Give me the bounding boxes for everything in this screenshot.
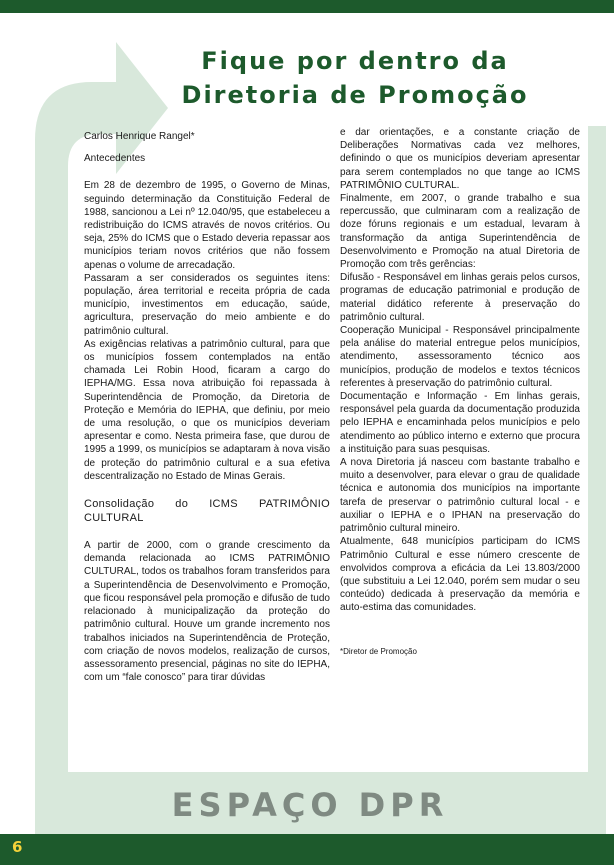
paragraph: As exigências relativas a patrimônio cultural, para que os municípios fossem contemplados na então chamada Lei Robin Hood, ficaram a cargo do IEPHA/MG. Essa nova atribuição foi repassada à Superintendência de Promoção, da Diretoria de Proteção e Memória do IEPHA, que definiu, por meio de uma resolução, o que os municípios deveriam apresentar e como. Nesta primeira fase, que durou de 1995 a 1999, os municípios se adaptaram à nova visão de proteção do patrimônio cultural e a sua efetiva descentralização no Estado de Minas Gerais.	[84, 338, 330, 482]
bottom-bar	[0, 834, 614, 865]
author: Carlos Henrique Rangel*	[84, 131, 195, 142]
paragraph: Passaram a ser considerados os seguintes itens: população, área territorial e receita própria de cada município, investimentos em educação, saúde, agricultura, preservação do meio ambiente e do patrimônio cultural.	[84, 272, 330, 337]
paragraph: Finalmente, em 2007, o grande trabalho e sua repercussão, que culminaram com a realização de doze fóruns regionais e um estadual, levaram à transformação da antiga Superintendência de Desenvolvimento e Promoção na atual Diretoria de Promoção com três gerências:	[340, 193, 580, 271]
page-title	[120, 44, 590, 112]
left-column	[84, 130, 330, 684]
paragraph: Em 28 de dezembro de 1995, o Governo de Minas, seguindo determinação da Constituição Federal de 1988, sancionou a Lei nº 12.040/95, que estabeleceu a redistribuição do ICMS através de novos critérios. Ou seja, 25% do ICMS que o Estado deveria repassar aos municípios teriam novos critérios que não fossem apenas o volume de arrecadação.	[84, 180, 330, 271]
title-line-2: Diretoria de Promoção	[181, 81, 529, 109]
paragraph: e dar orientações, e a constante criação de Deliberações Normativas cada vez melhores, definindo o que os municípios deveriam apresentar para serem contemplados no que tange ao ICMS PATRIMÔNIO CULTURAL.	[340, 127, 580, 191]
paragraph: Atualmente, 648 municípios participam do ICMS Patrimônio Cultural e esse número crescente de envolvidos comprova a eficácia da Lei 13.803/2000 (que substituiu a Lei 12.040, porém sem mudar o seu conteúdo) dedicada à preservação da memória e auto-estima das comunidades.	[340, 536, 580, 614]
footer-title: ESPAÇO DPR	[171, 786, 449, 824]
paragraph: Cooperação Municipal - Responsável principalmente pela análise do material entregue pelos municípios, atendimento, assessoramento técnico aos municípios, produção de modelos e textos técnicos referentes à preservação do patrimônio cultural.	[340, 325, 580, 389]
paragraph: A nova Diretoria já nasceu com bastante trabalho e muito a desenvolver, para elevar o grau de qualidade técnica e autonomia dos municípios na importante tarefa de preservar o patrimônio cultural local - e auxiliar o IEPHA e o IPHAN na preservação do patrimônio cultural mineiro.	[340, 457, 580, 535]
section-heading-consolidacao: Consolidação do ICMS PATRIMÔNIO CULTURAL	[84, 498, 330, 525]
right-column	[340, 126, 580, 658]
paragraph: A partir de 2000, com o grande crescimento da demanda relacionada ao ICMS PATRIMÔNIO CULTURAL, todos os trabalhos foram transferidos para a Superintendência de Desenvolvimento e Promoção, que ficou responsável pela promoção e difusão de tudo relacionado à municipalização da proteção do patrimônio cultural. Houve um grande incremento nos trabalhos iniciados na Superintendência de Proteção, com criação de novos modelos, realização de cursos, assessoramento presencial, páginas no site do IEPHA, com um “fale conosco” para tirar dúvidas	[84, 540, 330, 684]
title-line-1: Fique por dentro da	[201, 47, 509, 75]
section-heading-antecedentes: Antecedentes	[84, 153, 146, 165]
paragraph: Documentação e Informação - Em linhas gerais, responsável pela guarda da documentação produzida pelo IEPHA e encaminhada pelos municípios e pelo atendimento ao público interno e externo que procura a instituição para suas pesquisas.	[340, 391, 580, 455]
footnote: *Diretor de Promoção	[340, 646, 417, 656]
page-number: 6	[12, 838, 23, 856]
paragraph: Difusão - Responsável em linhas gerais pelos cursos, programas de educação patrimonial e produção de material didático referente à preservação do patrimônio cultural.	[340, 272, 580, 323]
